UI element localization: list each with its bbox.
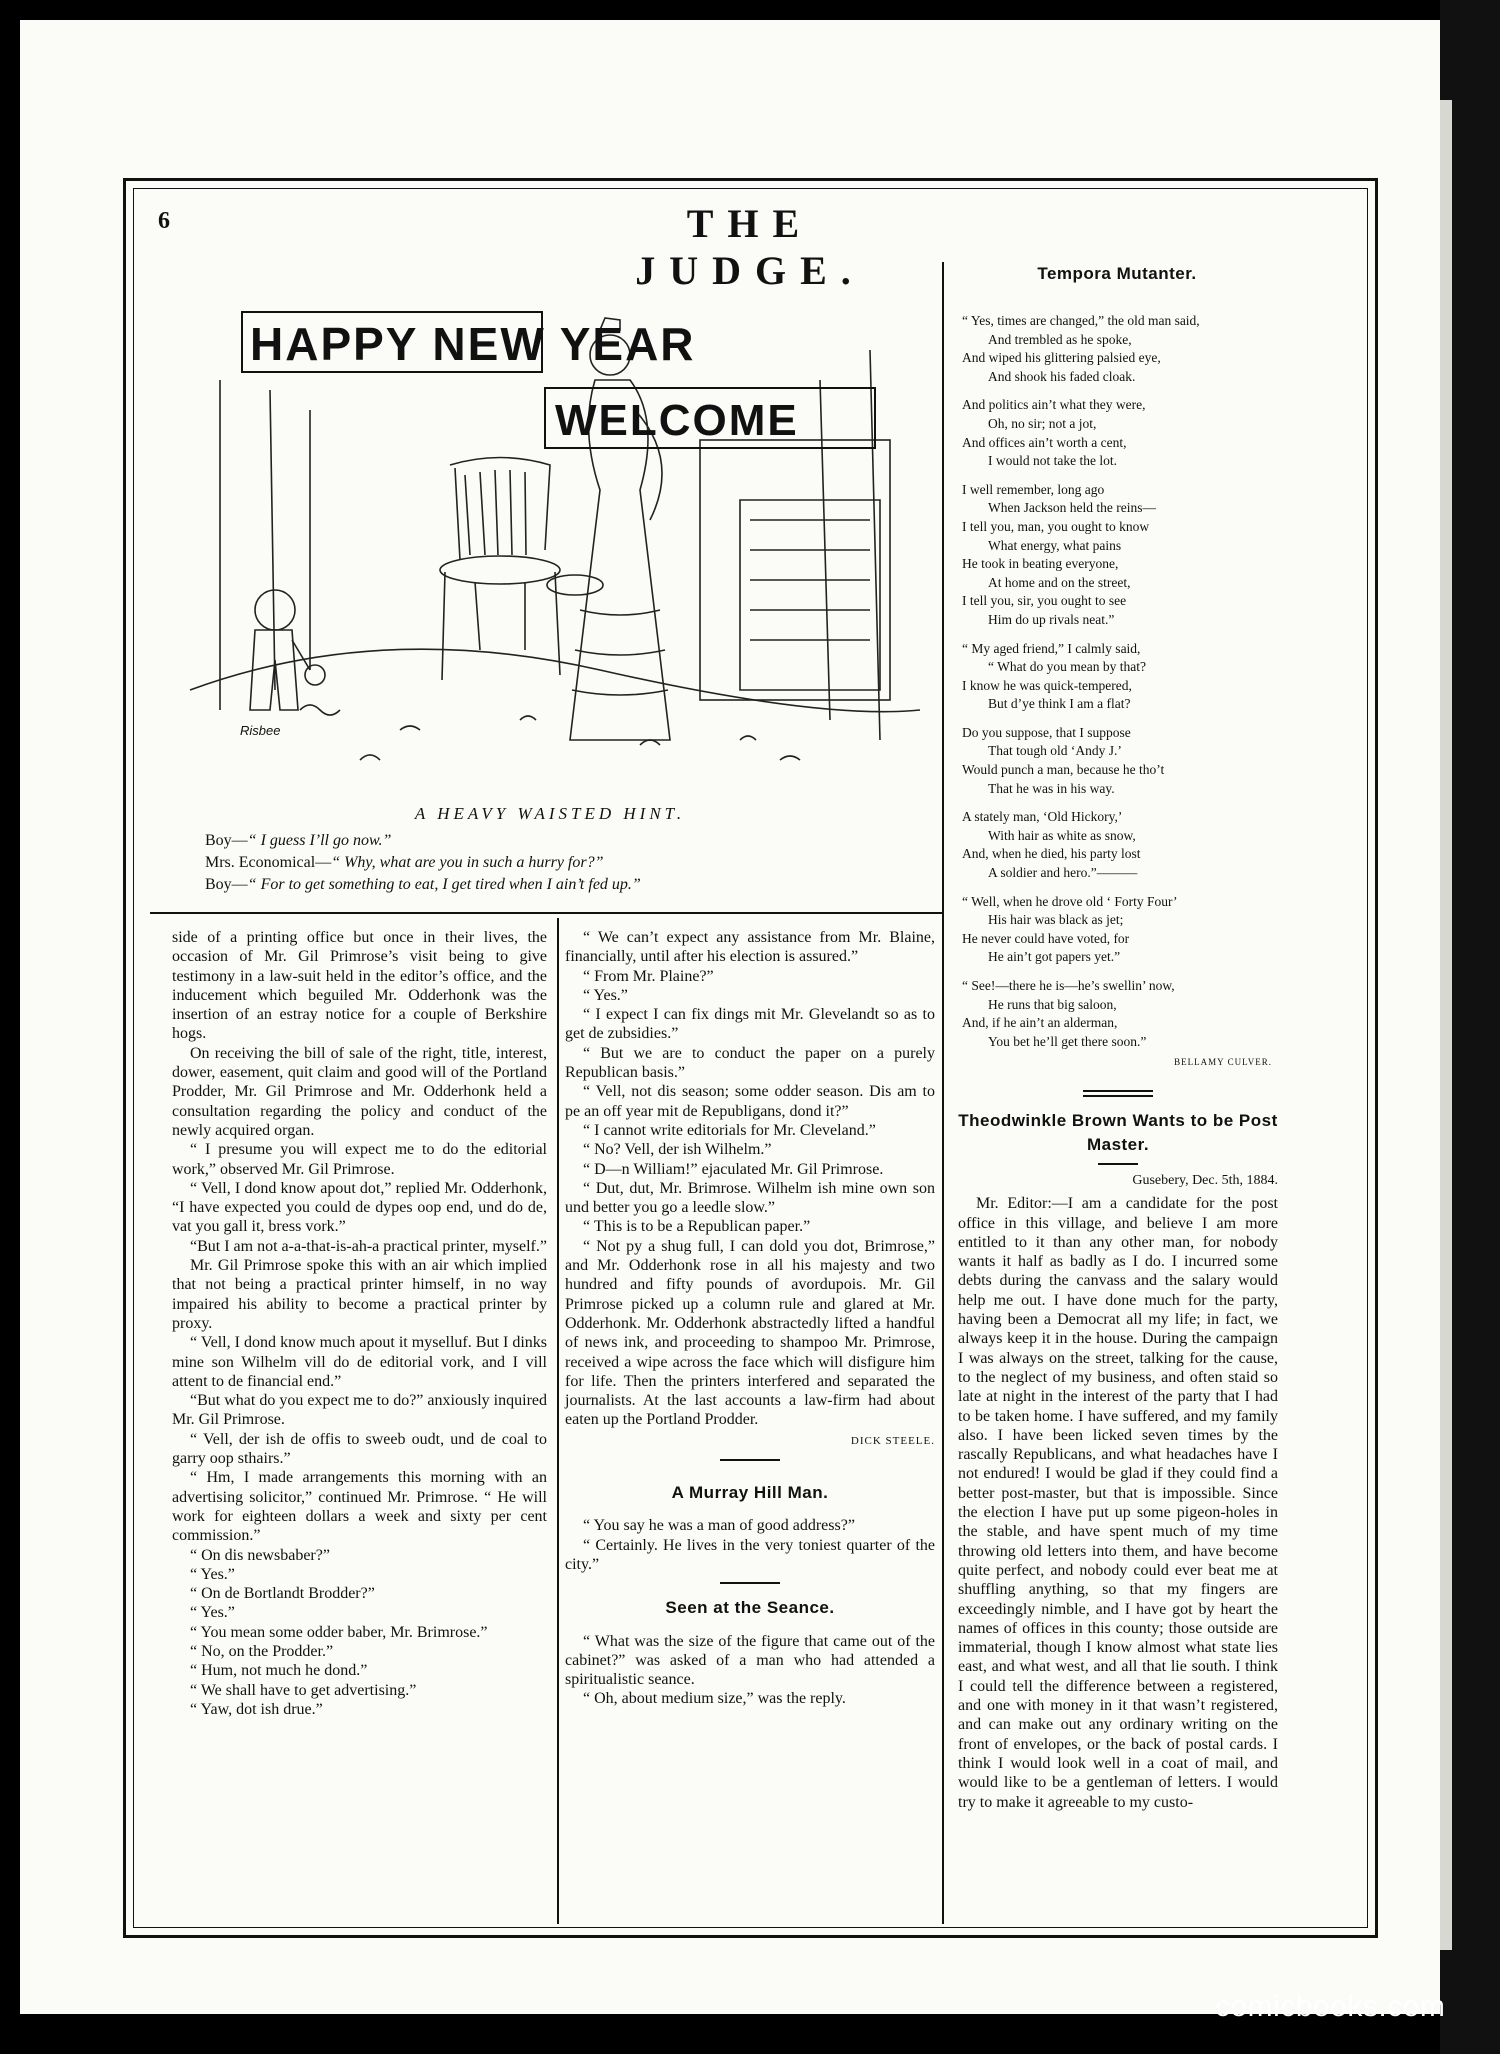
poem-stanza: [962, 977, 1272, 1051]
poem-line: And wiped his glittering palsied eye,: [962, 350, 1161, 366]
paragraph: “ Certainly. He lives in the very toniest quarter of the city.”: [565, 1536, 935, 1573]
masthead: THE JUDGE.: [635, 201, 865, 293]
paragraph: “ I presume you will expect me to do the editorial work,” observed Mr. Gil Primrose.: [172, 1141, 547, 1178]
article-heading-seance: Seen at the Seance.: [665, 1598, 835, 1618]
poem-stanza: [962, 312, 1272, 386]
caption-speaker: Mrs. Economical—: [205, 854, 332, 871]
paragraph: “ Vell, I dond know apout dot,” replied Mr. Odderhonk, “I have expected you could de dypes oop end, und do de, vat you gall it, bress vork.”: [172, 1179, 547, 1236]
poem-line: I well remember, long ago: [962, 481, 1105, 497]
section-divider: [1083, 1090, 1153, 1097]
page-number: 6: [158, 208, 170, 234]
artist-signature: Risbee: [240, 723, 281, 738]
poem-line: And shook his faded cloak.: [988, 368, 1136, 384]
poem-line: When Jackson held the reins—: [988, 500, 1156, 516]
poem-line: And, when he died, his party lost: [962, 846, 1141, 862]
caption-line-1: [205, 832, 391, 850]
poem-line: “ Yes, times are changed,” the old man said,: [962, 313, 1200, 328]
paragraph: “But I am not a-a-that-is-ah-a practical printer, myself.”: [190, 1237, 547, 1255]
paragraph: “ On dis newsbaber?”: [190, 1546, 330, 1564]
paragraph: “ Yes.”: [190, 1604, 235, 1622]
poem-line: At home and on the street,: [988, 574, 1131, 590]
caption-quote: “ I guess I’ll go now.”: [247, 832, 392, 849]
article-heading-post-master: Theodwinkle Brown Wants to be Post Master.: [958, 1111, 1278, 1154]
paragraph: “ No? Vell, der ish Wilhelm.”: [583, 1141, 772, 1159]
poem-line: And, if he ain’t an alderman,: [962, 1015, 1118, 1031]
paragraph: “ We can’t expect any assistance from Mr. Blaine, financially, until after his election is assured.”: [565, 929, 935, 966]
paragraph: “ You say he was a man of good address?”: [583, 1517, 855, 1535]
watermark: comicbooks.com: [1215, 1990, 1446, 2023]
sign-happy-new-year: HAPPY NEW YEAR: [250, 318, 696, 370]
column-rule-right: [942, 262, 944, 1924]
caption-line-2: [205, 854, 604, 872]
article-column-middle: [565, 928, 935, 1709]
poem-stanza: [962, 724, 1272, 798]
caption-quote: “ For to get something to eat, I get tired when I ain’t fed up.”: [247, 876, 641, 893]
paragraph: “ We shall have to get advertising.”: [190, 1681, 417, 1699]
poem-line: Do you suppose, that I suppose: [962, 724, 1131, 740]
poem-stanza: [962, 481, 1272, 630]
poem-line: I tell you, sir, you ought to see: [962, 593, 1127, 609]
poem-line: He ain’t got papers yet.”: [988, 949, 1121, 965]
poem-line: Him do up rivals neat.”: [988, 611, 1115, 627]
poem-line: “ See!—there he is—he’s swellin’ now,: [962, 978, 1175, 993]
poem-line: A soldier and hero.”———: [988, 865, 1138, 881]
cartoon-bottom-rule: [150, 912, 944, 914]
sign-welcome: WELCOME: [555, 396, 799, 445]
poem-signature: BELLAMY CULVER.: [1174, 1057, 1272, 1068]
poem-stanza: [962, 640, 1272, 714]
section-divider: [720, 1459, 780, 1461]
paragraph: “ From Mr. Plaine?”: [583, 967, 714, 985]
poem: [962, 312, 1272, 1072]
paragraph: “ Vell, I dond know much apout it myselluf. But I dinks mine son Wilhelm vill do de editorial vork, and I vill attent to de financial end.”: [172, 1334, 547, 1390]
poem-line: That he was in his way.: [988, 780, 1115, 796]
poem-line: You bet he’ll get there soon.”: [988, 1033, 1147, 1049]
poem-line: And offices ain’t worth a cent,: [962, 434, 1127, 450]
paragraph: “ This is to be a Republican paper.”: [583, 1218, 811, 1236]
article-column-left: [172, 928, 547, 1719]
poem-stanza: [962, 396, 1272, 470]
poem-line: He runs that big saloon,: [988, 996, 1117, 1012]
poem-line: But d’ye think I am a flat?: [988, 696, 1131, 712]
author-signature: DICK STEELE.: [850, 1434, 935, 1447]
caption-quote: “ Why, what are you in such a hurry for?”: [331, 854, 604, 871]
paragraph: “ You mean some odder baber, Mr. Brimrose.”: [190, 1623, 488, 1641]
paragraph: “ Not py a shug full, I can dold you dot, Brimrose,” and Mr. Odderhonk rose in all his majesty and two hundred and fifty pounds of avordupois. Mr. Gil Primrose picked up a column rule and glared at Mr. Odderhonk. Mr. Odderhonk abstractedly lifted a handful of news ink, and proceeding to shampoo Mr. Primrose, received a wipe across the face which will disfigure him for life. Then the printers interfered and separated the journalists. At the last accounts a law-firm had about eaten up the Portland Prodder.: [565, 1237, 935, 1429]
poem-line: With hair as white as snow,: [988, 827, 1136, 843]
paragraph: “ Hm, I made arrangements this morning with an advertising solicitor,” continued Mr. Primrose. “ He will work for eighteen dollars a week and sixty per cent commission.”: [172, 1469, 547, 1545]
poem-stanza: [962, 808, 1272, 882]
poem-line: Oh, no sir; not a jot,: [988, 415, 1097, 431]
caption-line-3: [205, 876, 641, 894]
paragraph: “ Yes.”: [583, 986, 628, 1004]
article-column-right: [958, 1078, 1278, 1812]
section-divider: [1098, 1163, 1138, 1165]
paragraph: “ I expect I can fix dings mit Mr. Glevelandt so as to get de zubsidies.”: [565, 1006, 935, 1043]
poem-title: Tempora Mutanter.: [1037, 264, 1197, 283]
section-divider: [720, 1582, 780, 1584]
paragraph: “ Dut, dut, Mr. Brimrose. Wilhelm ish mine own son und better you go a leedle slow.”: [565, 1179, 935, 1217]
paragraph: “ On de Bortlandt Brodder?”: [190, 1585, 375, 1603]
poem-line: And trembled as he spoke,: [988, 331, 1132, 347]
column-rule-middle: [557, 918, 559, 1924]
cartoon-illustration: [180, 290, 920, 790]
poem-line: I tell you, man, you ought to know: [962, 518, 1150, 534]
poem-line: Would punch a man, because he tho’t: [962, 762, 1165, 778]
article-heading-murray: A Murray Hill Man.: [671, 1483, 829, 1503]
paragraph: “But what do you expect me to do?” anxiously inquired Mr. Gil Primrose.: [172, 1392, 547, 1429]
poem-line: And politics ain’t what they were,: [962, 397, 1146, 413]
poem-line: That tough old ‘Andy J.’: [988, 743, 1122, 759]
paragraph: Mr. Editor:—I am a candidate for the post office in this village, and believe I am more entitled to it than any other man, for nobody wants it half as badly as I do. I incurred some debts during the canvass and the salary would help me out. I have done much for the party, having been a Democrat all my life; in fact, we always keep it in the house. During the campaign I was always on the street, talking for the cause, to the neglect of my business, and often staid so late at night in the interest of the party that I had to be taken home. I have suffered, and my family also. I have been licked seven times by the rascally Republicans, and what headaches have I not endured! I would be glad if they could find a better post-master, but that is impossible. Since the election I have put up some pigeon-holes in the stable, and have spent much of my time throwing old letters into them, and have become quite perfect, and nobody could ever beat me at shuffling anything, so that my fingers are exceedingly nimble, and I have got by heart the names of offices in this county; those outside are immaterial, though I know almost what state lies east, and what west, and all that lie south. I think I could tell the difference between a registered, and one with money in it that wasn’t registered, and can make out any ordinary writing on the front of envelopes, or the back of postal cards. I think I would look well in a coat of mail, and would like to be a gentleman of letters. I would try to make it agreeable to my custo-: [958, 1195, 1278, 1811]
paragraph: “ Oh, about medium size,” was the reply.: [583, 1690, 846, 1708]
cartoon-title: A HEAVY WAISTED HINT.: [414, 804, 686, 823]
paragraph: “ I cannot write editorials for Mr. Cleveland.”: [583, 1121, 876, 1139]
paragraph: “ Hum, not much he dond.”: [190, 1662, 368, 1680]
caption-speaker: Boy—: [205, 832, 248, 849]
paragraph: side of a printing office but once in their lives, the occasion of Mr. Gil Primrose’s visit being to give testimony in a law-suit held in the editor’s office, and the inducement which beguiled Mr. Odderhonk was the insertion of an estray notice for a couple of Berkshire hogs.: [172, 929, 547, 1043]
poem-line: “ My aged friend,” I calmly said,: [962, 640, 1141, 656]
paragraph: “ Vell, not dis season; some odder season. Dis am to pe an off year mit de Republigans, dond it?”: [565, 1083, 935, 1120]
dateline: Gusebery, Dec. 5th, 1884.: [1132, 1173, 1278, 1188]
poem-line: A stately man, ‘Old Hickory,’: [962, 809, 1123, 825]
poem-line: “ What do you mean by that?: [988, 659, 1146, 675]
paragraph: “ But we are to conduct the paper on a purely Republican basis.”: [565, 1044, 935, 1082]
paragraph: “ D—n William!” ejaculated Mr. Gil Primrose.: [583, 1160, 884, 1178]
paragraph: “ Yaw, dot ish drue.”: [190, 1700, 323, 1718]
caption-speaker: Boy—: [205, 876, 248, 893]
paragraph: On receiving the bill of sale of the right, title, interest, dower, easement, quit claim and good will of the Portland Prodder, Mr. Gil Primrose and Mr. Odderhonk held a consultation regarding the policy and conduct of the newly acquired organ.: [172, 1044, 547, 1139]
poem-stanza: [962, 893, 1272, 967]
poem-line: “ Well, when he drove old ‘ Forty Four’: [962, 893, 1178, 909]
paragraph: “ What was the size of the figure that came out of the cabinet?” was asked of a man who had attended a spiritualistic seance.: [565, 1632, 935, 1689]
poem-line: What energy, what pains: [988, 537, 1122, 553]
paragraph: Mr. Gil Primrose spoke this with an air which implied that not being a practical printer himself, in no way impaired his ability to become a practical printer by proxy.: [172, 1257, 547, 1332]
poem-line: I would not take the lot.: [988, 453, 1117, 469]
poem-line: His hair was black as jet;: [988, 912, 1124, 928]
poem-line: I know he was quick-tempered,: [962, 677, 1132, 693]
paragraph: “ Vell, der ish de offis to sweeb oudt, und de coal to garry oop sthairs.”: [172, 1430, 547, 1468]
poem-line: He never could have voted, for: [962, 930, 1130, 946]
poem-line: He took in beating everyone,: [962, 556, 1119, 572]
adjacent-page-edge: [1440, 0, 1500, 2054]
paragraph: “ No, on the Prodder.”: [190, 1642, 334, 1660]
paragraph: “ Yes.”: [190, 1565, 235, 1583]
